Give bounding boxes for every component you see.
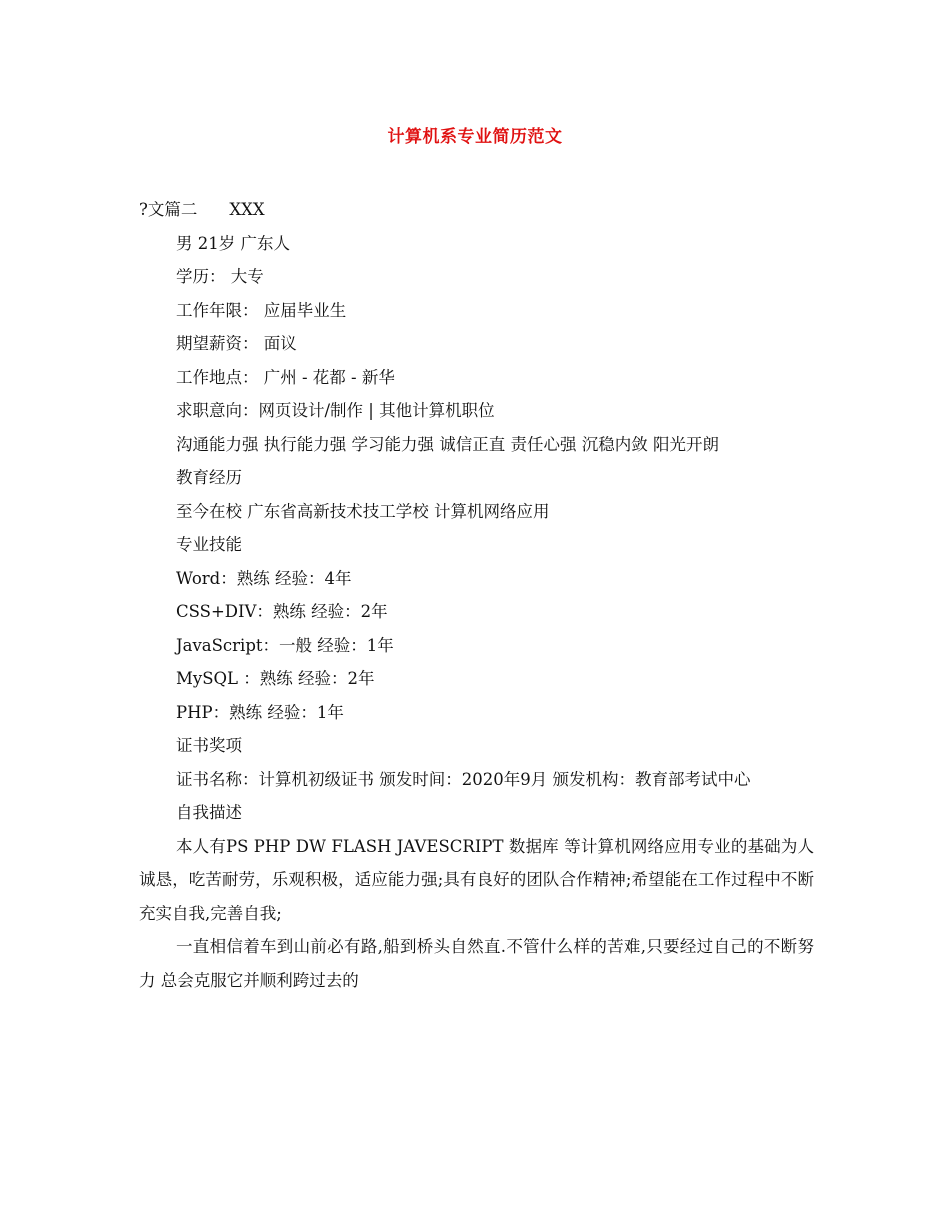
- gender-age-line: 男 21岁 广东人: [176, 233, 290, 253]
- self-description-heading: 自我描述: [176, 803, 242, 822]
- education-level-line: 学历： 大专: [176, 267, 264, 286]
- self-description-paragraph-1: 本人有PS PHP DW FLASH JAVESCRIPT 数据库 等计算机网络应用专业的基础为人诚恳，吃苦耐劳，乐观积极，适应能力强;具有良好的团队合作精神;希望能在工作过程中不断充实自我,完善自我;: [139, 836, 814, 923]
- skill-javascript-line: JavaScript：一般 经验：1年: [176, 635, 394, 655]
- skill-word-line: Word：熟练 经验：4年: [176, 568, 352, 588]
- header-line: [139, 193, 814, 227]
- skill-php-line: PHP：熟练 经验：1年: [176, 702, 344, 722]
- certificate-detail: 证书名称：计算机初级证书 颁发时间：2020年9月 颁发机构：教育部考试中心: [176, 769, 751, 789]
- location-line: 工作地点： 广州 - 花都 - 新华: [176, 367, 395, 387]
- abilities-line: 沟通能力强 执行能力强 学习能力强 诚信正直 责任心强 沉稳内敛 阳光开朗: [176, 434, 719, 454]
- skills-heading: 专业技能: [176, 535, 242, 554]
- skill-mysql-line: MySQL ：熟练 经验：2年: [176, 669, 375, 688]
- skill-css-line: CSS+DIV：熟练 经验：2年: [176, 602, 388, 621]
- education-detail-line: 至今在校 广东省高新技术技工学校 计算机网络应用: [176, 501, 550, 521]
- resume-body: [139, 193, 814, 997]
- self-description-paragraph-2: 一直相信着车到山前必有路,船到桥头自然直.不管什么样的苦难,只要经过自己的不断努力 总会克服它并顺利跨过去的: [139, 937, 814, 990]
- education-heading: 教育经历: [176, 468, 242, 487]
- certificates-heading: 证书奖项: [176, 736, 242, 755]
- job-intent-line: 求职意向：网页设计/制作 | 其他计算机职位: [176, 401, 495, 420]
- work-years-line: 工作年限： 应届毕业生: [176, 300, 347, 320]
- document-title: 计算机系专业简历范文: [387, 127, 563, 147]
- salary-line: 期望薪资： 面议: [176, 334, 297, 353]
- header-label: ?文篇二: [139, 200, 198, 219]
- header-name: XXX: [229, 200, 265, 219]
